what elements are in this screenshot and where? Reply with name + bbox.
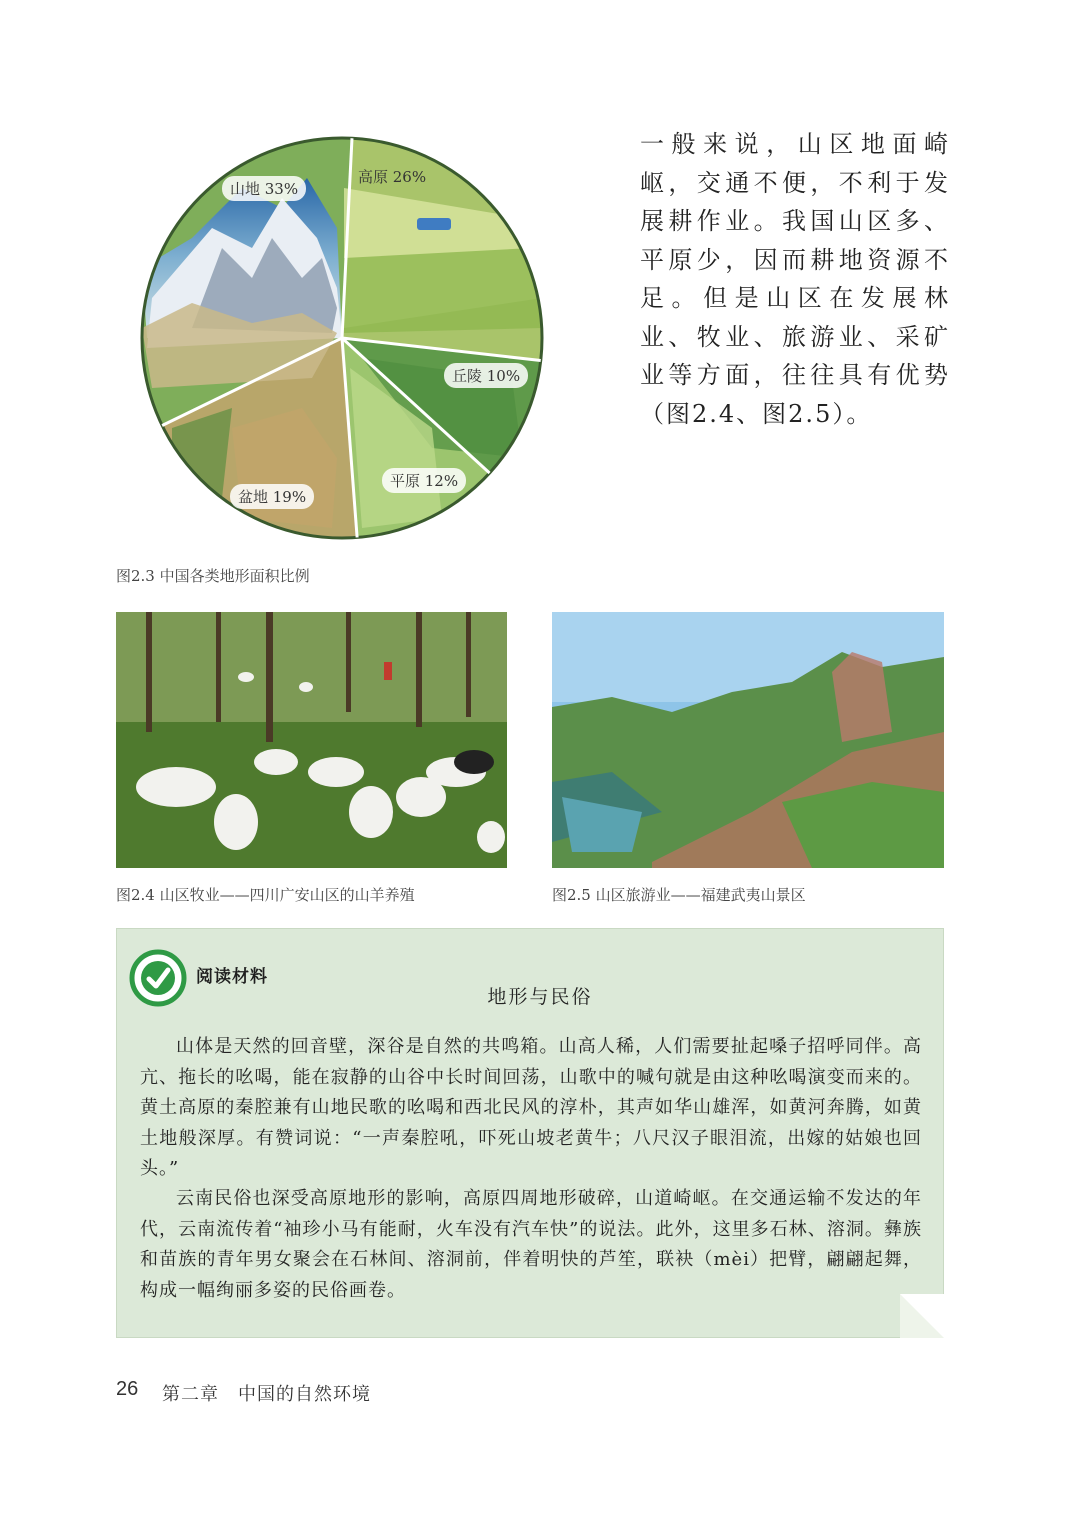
slice-label-plain: 平原 12% — [382, 468, 466, 493]
figure-2-3-caption: 图2.3 中国各类地形面积比例 — [116, 567, 310, 585]
intro-paragraph: 一般来说，山区地面崎岖，交通不便，不利于发展耕作业。我国山区多、平原少，因而耕地资源不足。但是山区在发展林业、牧业、旅游业、采矿业等方面，往往具有优势（图2.4、图2.5）。 — [640, 130, 950, 428]
wuyi-mountain-photo — [552, 612, 944, 868]
figure-2-5-caption: 图2.5 山区旅游业——福建武夷山景区 — [552, 886, 806, 904]
terrain-pie-chart — [132, 128, 552, 548]
goat-herding-photo — [116, 612, 507, 868]
reading-badge-icon — [128, 948, 188, 1012]
chapter-title: 第二章 中国的自然环境 — [162, 1384, 371, 1405]
page-number: 26 — [116, 1378, 139, 1400]
slice-label-plateau: 高原 26% — [358, 168, 427, 186]
reading-title: 地形与民俗 — [487, 986, 593, 1008]
slice-label-basin: 盆地 19% — [230, 484, 314, 509]
slice-label-hills: 丘陵 10% — [444, 363, 528, 388]
reading-label: 阅读材料 — [196, 967, 268, 987]
terrain-pie-figure — [132, 128, 552, 548]
reading-paragraph: 山体是天然的回音壁，深谷是自然的共鸣箱。山高人稀，人们需要扯起嗓子招呼同伴。高亢、拖长的吆喝，能在寂静的山谷中长时间回荡，山歌中的喊句就是由这种吆喝演变而来的。黄土高原的秦腔兼有山地民歌的吆喝和西北民风的淳朴，其声如华山雄浑，如黄河奔腾，如黄土地般深厚。有赞词说：“一声秦腔吼，吓死山坡老黄牛；八尺汉子眼泪流，出嫁的姑娘也回头。” — [140, 1036, 922, 1179]
figure-2-4-caption: 图2.4 山区牧业——四川广安山区的山羊养殖 — [116, 886, 415, 904]
slice-label-mountain: 山地 33% — [222, 176, 306, 201]
reading-paragraph: 云南民俗也深受高原地形的影响，高原四周地形破碎，山道崎岖。在交通运输不发达的年代，云南流传着“袖珍小马有能耐，火车没有汽车快”的说法。此外，这里多石林、溶洞。彝族和苗族的青年男女聚会在石林间、溶洞前，伴着明快的芦笙，联袂（mèi）把臂，翩翩起舞，构成一幅绚丽多姿的民俗画卷。 — [140, 1188, 922, 1301]
